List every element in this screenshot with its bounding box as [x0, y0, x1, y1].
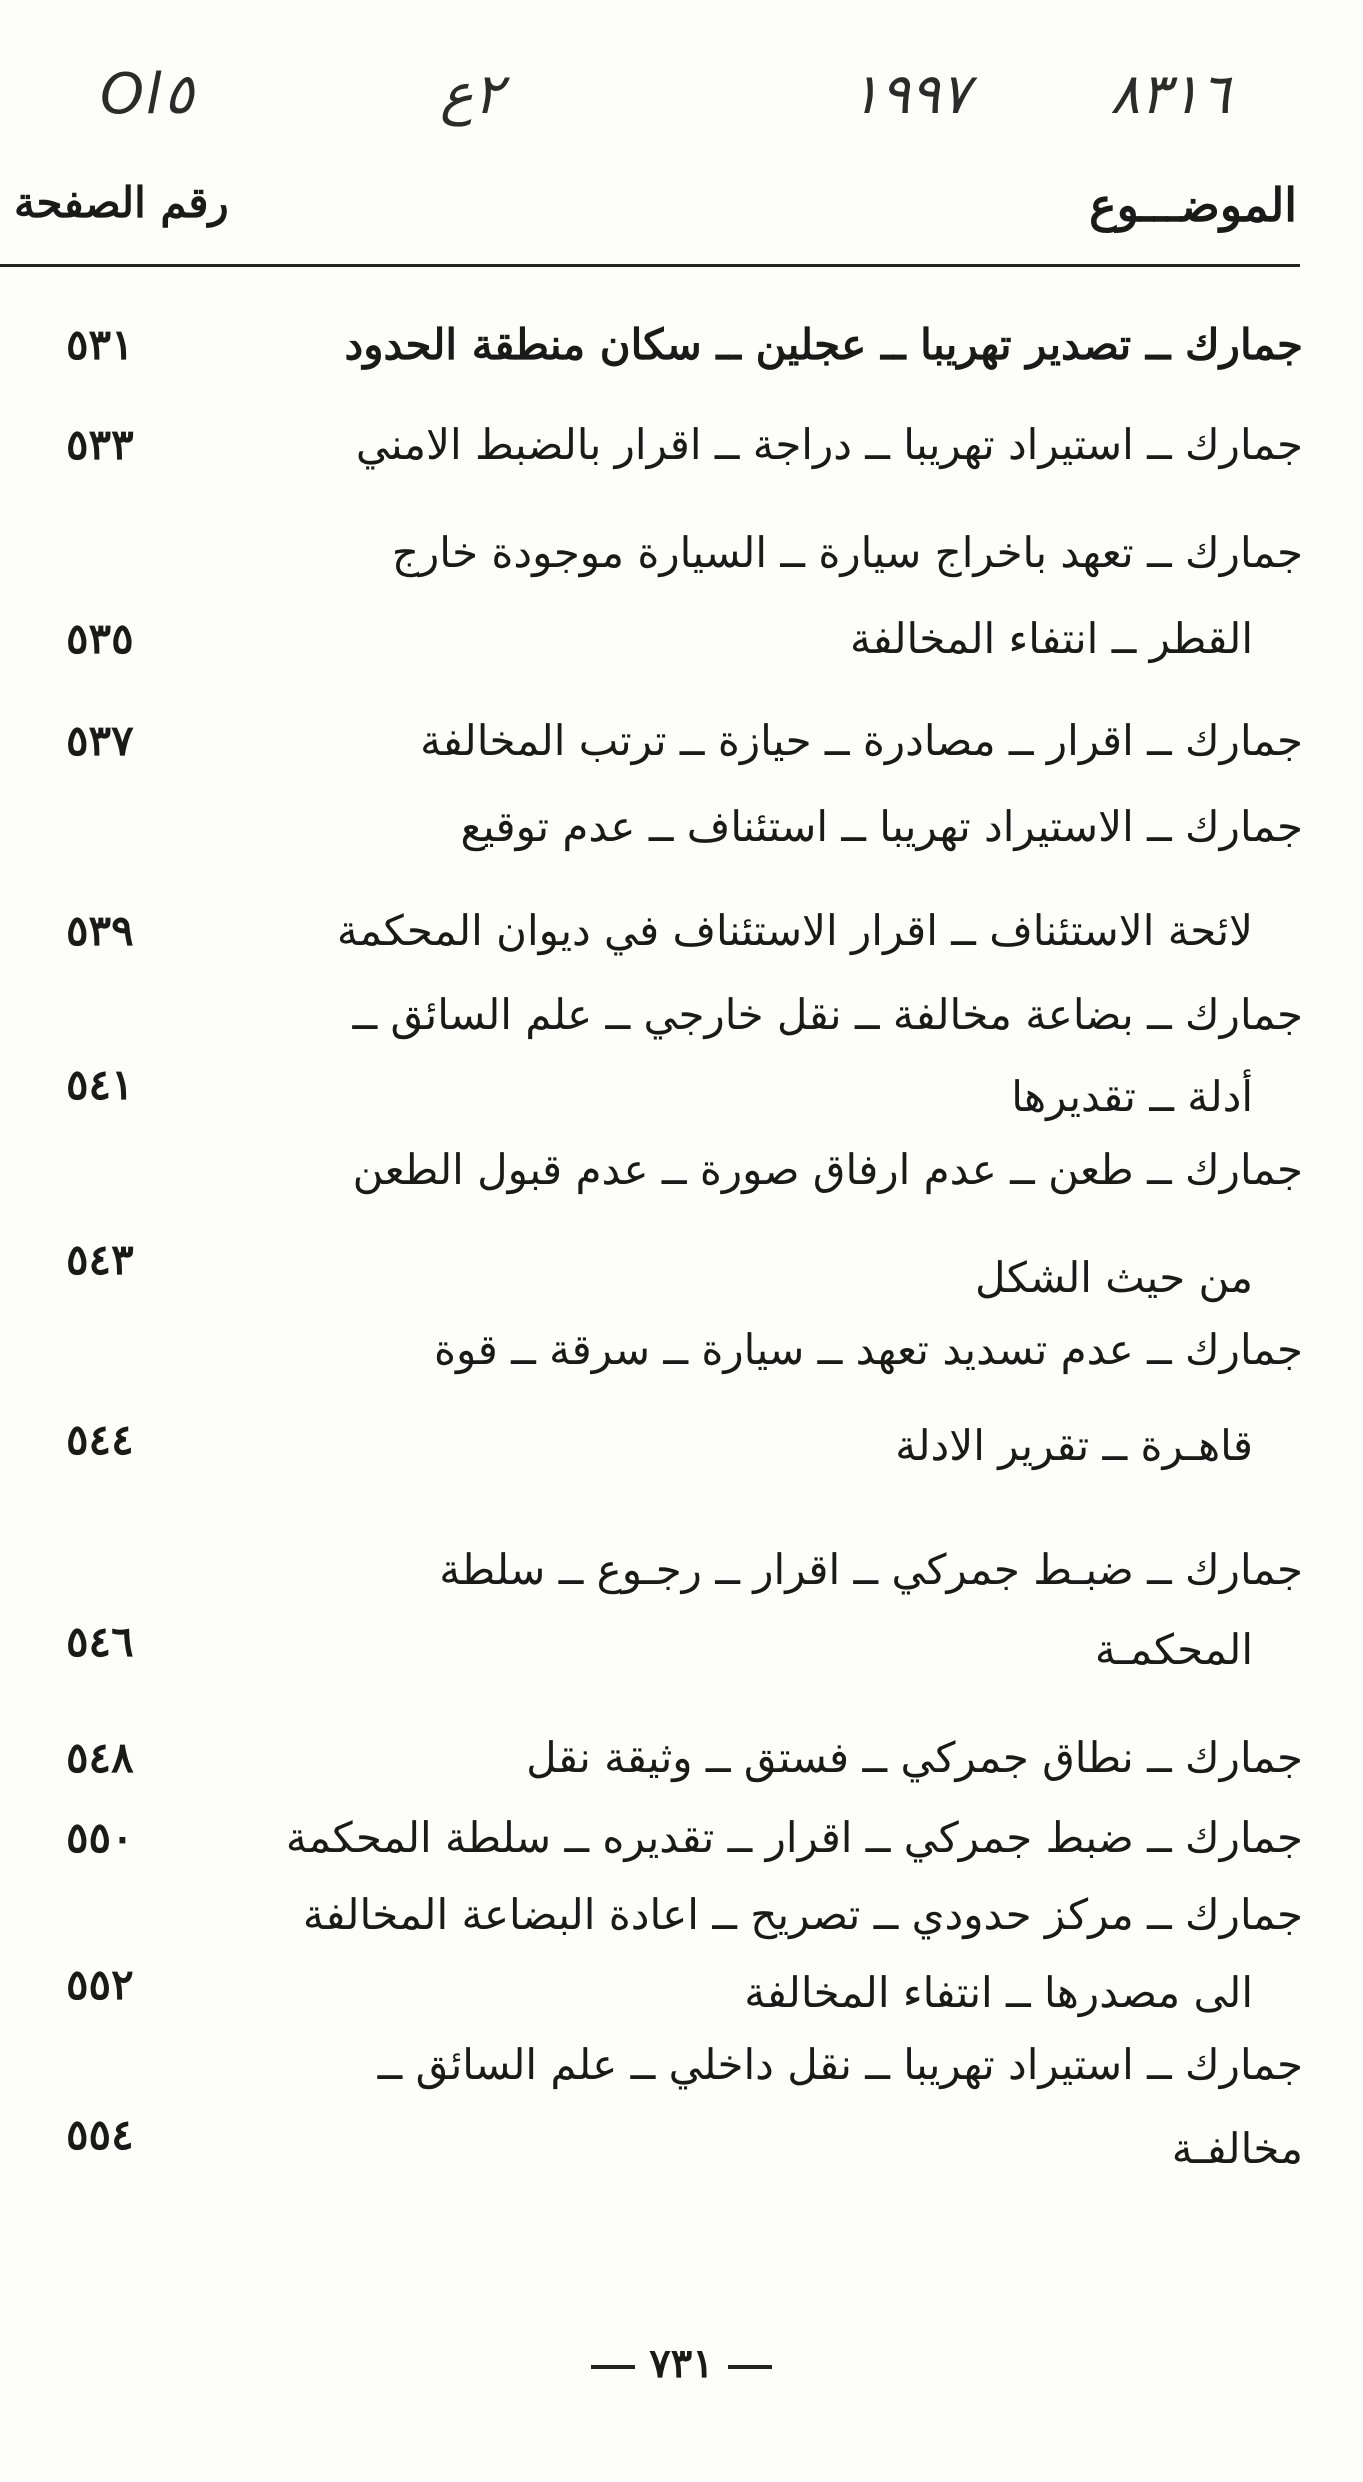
entry-line: أدلة ــ تقديرها: [1011, 1072, 1253, 1121]
entry-line: قاهـرة ــ تقرير الادلة: [895, 1421, 1253, 1470]
entry-line: المحكمـة: [1094, 1625, 1253, 1674]
handwritten-mark: ٢ع: [440, 62, 504, 127]
handwritten-year: ١٩٩٧: [850, 62, 971, 127]
folio-dash: [728, 2365, 772, 2369]
entry-line: جمارك ــ استيراد تهريبا ــ دراجة ــ اقرار بالضبط الامني: [355, 420, 1303, 469]
page-number-column-label: رقم الصفحة: [14, 178, 229, 227]
entry-line: من حيث الشكل: [975, 1253, 1253, 1302]
entry-page-number: ٥٣٩: [66, 906, 134, 955]
entry-line: جمارك ــ مركز حدودي ــ تصريح ــ اعادة البضاعة المخالفة: [302, 1890, 1303, 1939]
entry-line: جمارك ــ الاستيراد تهريبا ــ استئناف ــ عدم توقيع: [460, 802, 1303, 851]
handwritten-mark: Ol٥: [100, 62, 194, 127]
entry-line: جمارك ــ عدم تسديد تعهد ــ سيارة ــ سرقة ــ قوة: [434, 1325, 1303, 1374]
entry-line: جمارك ــ تعهد باخراج سيارة ــ السيارة موجودة خارج: [391, 528, 1303, 577]
entry-line: جمارك ــ اقرار ــ مصادرة ــ حيازة ــ ترتب المخالفة: [420, 716, 1303, 765]
entry-line: لائحة الاستئناف ــ اقرار الاستئناف في ديوان المحكمة: [336, 906, 1253, 955]
entry-page-number: ٥٣٥: [66, 614, 134, 663]
folio-dash: [591, 2365, 635, 2369]
handwritten-number: ٨٣١٦: [1110, 62, 1231, 127]
entry-page-number: ٥٤٣: [66, 1235, 134, 1284]
entry-line: جمارك ــ نطاق جمركي ــ فستق ــ وثيقة نقل: [526, 1733, 1303, 1782]
entry-page-number: ٥٣١: [66, 320, 134, 369]
entry-page-number: ٥٥٢: [66, 1960, 134, 2009]
entry-line: مخالفـة: [1171, 2124, 1303, 2173]
entry-line: جمارك ــ بضاعة مخالفة ــ نقل خارجي ــ علم السائق ــ: [352, 990, 1303, 1039]
entry-page-number: ٥٥٤: [66, 2110, 134, 2159]
header-divider: [0, 264, 1300, 267]
table-header: [0, 170, 1363, 250]
entry-page-number: ٥٤٦: [66, 1617, 134, 1666]
folio-number: ٧٣١: [649, 2340, 714, 2387]
entry-line: جمارك ــ ضبـط جمركي ــ اقرار ــ رجـوع ــ سلطة: [439, 1545, 1303, 1594]
entry-page-number: ٥٤٨: [66, 1733, 134, 1782]
entry-line: جمارك ــ استيراد تهريبا ــ نقل داخلي ــ علم السائق ــ: [377, 2040, 1303, 2089]
page-folio: [0, 2340, 1363, 2387]
entry-line: الى مصدرها ــ انتفاء المخالفة: [744, 1968, 1253, 2017]
entry-page-number: ٥٥٠: [66, 1813, 134, 1862]
subject-column-label: الموضـــوع: [1089, 178, 1297, 232]
entry-line: القطر ــ انتفاء المخالفة: [849, 614, 1253, 663]
entry-line: جمارك ــ طعن ــ عدم ارفاق صورة ــ عدم قبول الطعن: [352, 1145, 1303, 1194]
entry-page-number: ٥٤١: [66, 1060, 134, 1109]
entry-page-number: ٥٣٧: [66, 716, 134, 765]
entry-page-number: ٥٣٣: [66, 420, 134, 469]
entry-line: جمارك ــ ضبط جمركي ــ اقرار ــ تقديره ــ سلطة المحكمة: [285, 1813, 1303, 1862]
entry-page-number: ٥٤٤: [66, 1415, 134, 1464]
entry-line: جمارك ــ تصدير تهريبا ــ عجلين ــ سكان منطقة الحدود: [344, 320, 1303, 369]
